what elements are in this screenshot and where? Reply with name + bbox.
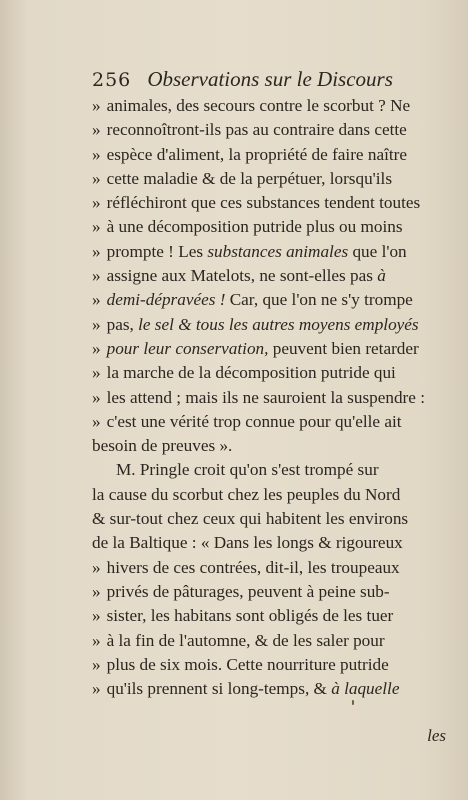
- text-line: [92, 264, 446, 288]
- text-segment: les attend ; mais ils ne sauroient la suspendre :: [106, 387, 425, 407]
- text-line: [92, 483, 446, 507]
- italic-text: à: [377, 266, 386, 286]
- italic-text: à laquelle: [331, 679, 400, 699]
- text-line: [92, 458, 446, 482]
- text-segment: peuvent bien retarder: [268, 338, 419, 358]
- text-line: [92, 386, 446, 410]
- text-segment: cette maladie & de la perpétuer, lorsqu'ils: [106, 168, 393, 188]
- quote-mark: »: [92, 654, 101, 674]
- text-segment: & sur-tout chez ceux qui habitent les environs: [92, 509, 409, 529]
- running-title: Observations sur le Discours: [147, 67, 393, 91]
- quote-mark: »: [92, 679, 101, 699]
- text-line: [92, 143, 446, 167]
- text-segment: pas,: [106, 314, 139, 334]
- text-segment: sister, les habitans sont obligés de les tuer: [106, 606, 394, 626]
- text-line: [92, 313, 446, 337]
- quote-mark: »: [92, 387, 101, 407]
- text-line: [92, 653, 446, 677]
- italic-text: substances animales: [207, 241, 349, 261]
- text-line: [92, 240, 446, 264]
- text-line: [92, 337, 446, 361]
- text-line: [92, 361, 446, 385]
- quote-mark: »: [92, 338, 101, 358]
- text-line: [92, 556, 446, 580]
- paper-speck: [352, 700, 354, 705]
- text-line: [92, 167, 446, 191]
- page-number: 256: [92, 69, 132, 91]
- quote-mark: »: [92, 314, 101, 334]
- text-segment: animales, des secours contre le scorbut ? Ne: [106, 96, 411, 115]
- quote-mark: »: [92, 557, 101, 577]
- text-line: [92, 507, 446, 531]
- text-segment: plus de six mois. Cette nourriture putride: [106, 654, 389, 674]
- quote-mark: »: [92, 363, 101, 383]
- quote-mark: »: [92, 241, 101, 261]
- quote-mark: »: [92, 411, 101, 431]
- text-line: [92, 191, 446, 215]
- text-line: [92, 410, 446, 434]
- text-segment: la cause du scorbut chez les peuples du Nord: [92, 484, 401, 504]
- text-line: [92, 215, 446, 239]
- text-line: [92, 629, 446, 653]
- text-segment: M. Pringle croit qu'on s'est trompé sur: [116, 460, 379, 480]
- text-segment: que l'on: [348, 241, 407, 261]
- text-line: [92, 531, 446, 555]
- text-segment: prompte ! Les: [106, 241, 208, 261]
- text-segment: qu'ils prennent si long-temps, &: [106, 679, 332, 699]
- text-segment: c'est une vérité trop connue pour qu'elle ait: [106, 411, 402, 431]
- quote-mark: »: [92, 266, 101, 286]
- text-segment: besoin de preuves ».: [92, 436, 233, 456]
- text-segment: reconnoîtront-ils pas au contraire dans cette: [106, 120, 407, 140]
- running-header: [92, 66, 422, 93]
- quote-mark: »: [92, 168, 101, 188]
- text-line: [92, 677, 446, 701]
- text-segment: la marche de la décomposition putride qui: [106, 363, 396, 383]
- quote-mark: »: [92, 144, 101, 164]
- text-line: [92, 580, 446, 604]
- text-segment: de la Baltique : « Dans les longs & rigoureux: [92, 533, 403, 553]
- body-text: [92, 94, 446, 701]
- catchword: les: [427, 726, 446, 745]
- text-segment: hivers de ces contrées, dit-il, les troupeaux: [106, 557, 400, 577]
- text-segment: assigne aux Matelots, ne sont-elles pas: [106, 266, 378, 286]
- text-segment: privés de pâturages, peuvent à peine sub-: [106, 581, 390, 601]
- text-segment: à une décomposition putride plus ou moins: [106, 217, 403, 237]
- text-line: [92, 118, 446, 142]
- quote-mark: »: [92, 96, 101, 115]
- text-line: [92, 604, 446, 628]
- italic-text: pour leur conservation,: [106, 338, 269, 358]
- text-segment: réfléchiront que ces substances tendent toutes: [106, 193, 421, 213]
- quote-mark: »: [92, 606, 101, 626]
- quote-mark: »: [92, 290, 101, 310]
- text-segment: espèce d'aliment, la propriété de faire naître: [106, 144, 407, 164]
- text-line: [92, 434, 446, 458]
- text-segment: à la fin de l'automne, & de les saler pour: [106, 630, 385, 650]
- text-line: [92, 94, 446, 118]
- quote-mark: »: [92, 193, 101, 213]
- italic-text: demi-dépravées !: [106, 290, 226, 310]
- text-segment: Car, que l'on ne s'y trompe: [225, 290, 413, 310]
- text-line: [92, 288, 446, 312]
- quote-mark: »: [92, 581, 101, 601]
- quote-mark: »: [92, 630, 101, 650]
- quote-mark: »: [92, 217, 101, 237]
- quote-mark: »: [92, 120, 101, 140]
- italic-text: le sel & tous les autres moyens employés: [138, 314, 419, 334]
